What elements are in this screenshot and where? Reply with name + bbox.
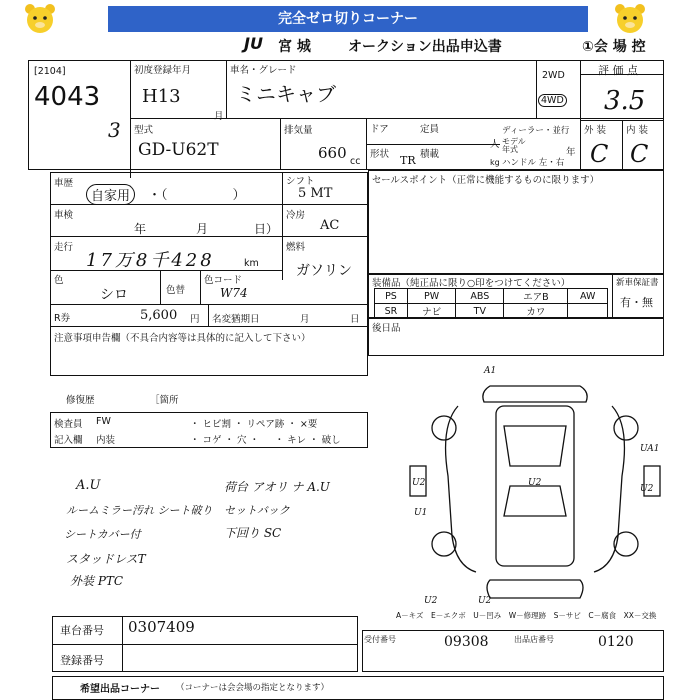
- shape-label: 形状: [370, 149, 390, 160]
- note-right: 下回り SC: [224, 526, 282, 540]
- note-left: A.U: [76, 478, 101, 493]
- car-name-value: ミニキャブ: [236, 82, 336, 106]
- name-change-label: 名変猶期日: [212, 314, 260, 325]
- damage-legend: A－キズ E－エクボ U－凹み W－修理跡 S－サビ C－腐食 XX－交換: [396, 611, 657, 620]
- notes-label: 注意事項申告欄（不具合内容等は具体的に記入して下さい）: [54, 333, 311, 344]
- dealer-number-label: 出品店番号: [514, 635, 554, 644]
- note-right: 荷台 アオリ ナ A.U: [224, 480, 330, 494]
- color-code-label: 色コード: [204, 275, 243, 286]
- shaken-label: 車検: [54, 210, 74, 221]
- interior-label: 内 装: [626, 125, 649, 136]
- year-label: 年式: [502, 145, 518, 154]
- inspector-interior-label: 内装: [96, 435, 116, 446]
- note-left: 外装 PTC: [70, 574, 124, 588]
- equip-ps: PS: [375, 289, 408, 304]
- banner-title: 完全ゼロ切りコーナー: [108, 6, 588, 32]
- damage-mark: UA1: [640, 444, 660, 454]
- chassis-value: 0307409: [128, 618, 195, 636]
- equip-sr: SR: [375, 304, 408, 319]
- equipment-table: [374, 288, 608, 319]
- recycle-unit: 円: [190, 314, 200, 325]
- damage-mark: U2: [412, 478, 426, 488]
- warranty-value: 有・無: [620, 296, 653, 309]
- score-value: 3.5: [604, 86, 646, 116]
- damage-mark: U2: [478, 596, 492, 606]
- door-label: ドア: [370, 124, 389, 135]
- equip-navi: ナビ: [407, 304, 455, 319]
- rear-seat-box: [368, 318, 664, 356]
- lot-code: [2104]: [34, 66, 66, 77]
- displacement-label: 排気量: [284, 125, 313, 136]
- year-unit: 年: [566, 147, 576, 158]
- repair-history-label: 修復歴: [66, 395, 95, 406]
- inspector-exterior-checks: ・ ヒビ割 ・ リペア跡 ・ ×要: [190, 419, 318, 430]
- recycle-value: 5,600: [140, 308, 178, 323]
- preferred-corner-label: 希望出品コーナー: [80, 684, 160, 695]
- shaken-year: 年: [134, 222, 147, 236]
- damage-mark: U2: [424, 596, 438, 606]
- preferred-corner-note: （コーナーは会会場の指定となります）: [176, 683, 330, 693]
- shift-label: シフト: [286, 176, 315, 187]
- note-right: セットバック: [224, 504, 290, 517]
- inspector-label: 検査員: [54, 419, 83, 430]
- note-left: シートカバー付: [64, 528, 141, 541]
- name-change-month: 月: [300, 314, 310, 325]
- form-title: オークション出品申込書: [348, 39, 502, 55]
- equip-airbag: エアB: [504, 289, 568, 304]
- usage-other: ・（ ）: [148, 188, 246, 203]
- dealer-number-value: 0120: [598, 634, 634, 650]
- damage-mark: U2: [528, 478, 542, 488]
- lot-mark: 3: [108, 118, 121, 142]
- model-label: 型式: [134, 125, 154, 136]
- equip-pw: PW: [407, 289, 455, 304]
- capacity-unit: 人: [490, 139, 500, 150]
- damage-mark: U2: [640, 484, 654, 494]
- reception-label: 受付番号: [364, 635, 396, 644]
- note-left: スタッドレスT: [66, 552, 146, 566]
- month-unit: 月: [214, 111, 224, 122]
- exterior-grade: C: [590, 140, 609, 168]
- fuel-value: ガソリン: [296, 263, 352, 279]
- aircon-label: 冷房: [286, 210, 306, 221]
- capacity-label: 定員: [420, 124, 440, 135]
- repaint-label: 色替: [166, 285, 186, 296]
- car-name-label: 車名・グレード: [230, 65, 297, 76]
- bear-mascot-icon: [612, 2, 648, 36]
- inspector-fw: FW: [96, 416, 111, 427]
- shift-value: 5 MT: [298, 186, 333, 201]
- equip-aw: AW: [568, 289, 608, 304]
- interior-grade: C: [630, 140, 649, 168]
- repair-history-value: ［箇所: [150, 395, 179, 406]
- equip-tv: TV: [456, 304, 504, 319]
- dealer-label: ディーラー・並行: [502, 126, 570, 136]
- drive-4wd: 4WD: [538, 94, 567, 107]
- drive-2wd: 2WD: [542, 70, 565, 81]
- handle-label: ハンドル 左・右: [502, 158, 565, 168]
- chassis-label: 車台番号: [60, 624, 104, 637]
- equip-blank: [568, 304, 608, 319]
- score-label: 評 価 点: [598, 64, 638, 77]
- equip-leather: カワ: [504, 304, 568, 319]
- venue-name: 宮 城: [278, 39, 311, 55]
- equipment-label: 装備品（純正品に限り○印をつけてください）: [372, 278, 571, 289]
- inspector-entry-label: 記入欄: [54, 435, 83, 446]
- inspector-interior-checks: ・ コゲ ・ 穴 ・ ・ キレ ・ 破し: [190, 435, 341, 446]
- warranty-label: 新車保証書: [616, 278, 659, 288]
- equip-abs: ABS: [456, 289, 504, 304]
- ju-logo: JU: [244, 34, 263, 53]
- usage-value: 自家用: [86, 184, 135, 205]
- name-change-day: 日: [350, 314, 360, 325]
- damage-mark: U1: [414, 508, 428, 518]
- usage-label: 車歴: [54, 178, 74, 189]
- color-value: シロ: [100, 287, 128, 303]
- color-label: 色: [54, 275, 64, 286]
- first-registration-label: 初度登録年月: [134, 65, 192, 76]
- color-code-value: W74: [220, 286, 248, 300]
- mileage-label: 走行: [54, 242, 74, 253]
- note-left: ルームミラー汚れ シート破り: [66, 504, 213, 517]
- venue-copy-label: ①会 場 控: [582, 39, 646, 55]
- first-registration-value: H13: [142, 86, 181, 107]
- load-label: 積載: [420, 149, 440, 160]
- registration-label: 登録番号: [60, 654, 104, 667]
- bear-mascot-icon: [22, 2, 58, 36]
- displacement-value: 660: [318, 144, 347, 162]
- reception-value: 09308: [444, 634, 489, 650]
- aircon-value: AC: [320, 218, 340, 233]
- displacement-unit: cc: [350, 156, 361, 167]
- mileage-unit: km: [244, 258, 259, 269]
- load-unit: kg: [490, 158, 500, 167]
- shape-value: TR: [400, 154, 416, 167]
- model-year-label: モデル: [502, 137, 526, 146]
- rear-seat-label: 後日品: [372, 323, 401, 334]
- sales-point-label: セールスポイント（正常に機能するものに限ります）: [372, 175, 600, 186]
- damage-mark: A1: [484, 366, 497, 376]
- model-value: GD-U62T: [138, 140, 219, 160]
- recycle-label: R券: [54, 313, 71, 324]
- exterior-label: 外 装: [584, 125, 607, 136]
- lot-number: 4043: [34, 82, 101, 112]
- shaken-day: 日）: [254, 222, 279, 236]
- mileage-value: 17万8千428: [86, 250, 215, 271]
- fuel-label: 燃料: [286, 242, 306, 253]
- shaken-month: 月: [196, 222, 209, 236]
